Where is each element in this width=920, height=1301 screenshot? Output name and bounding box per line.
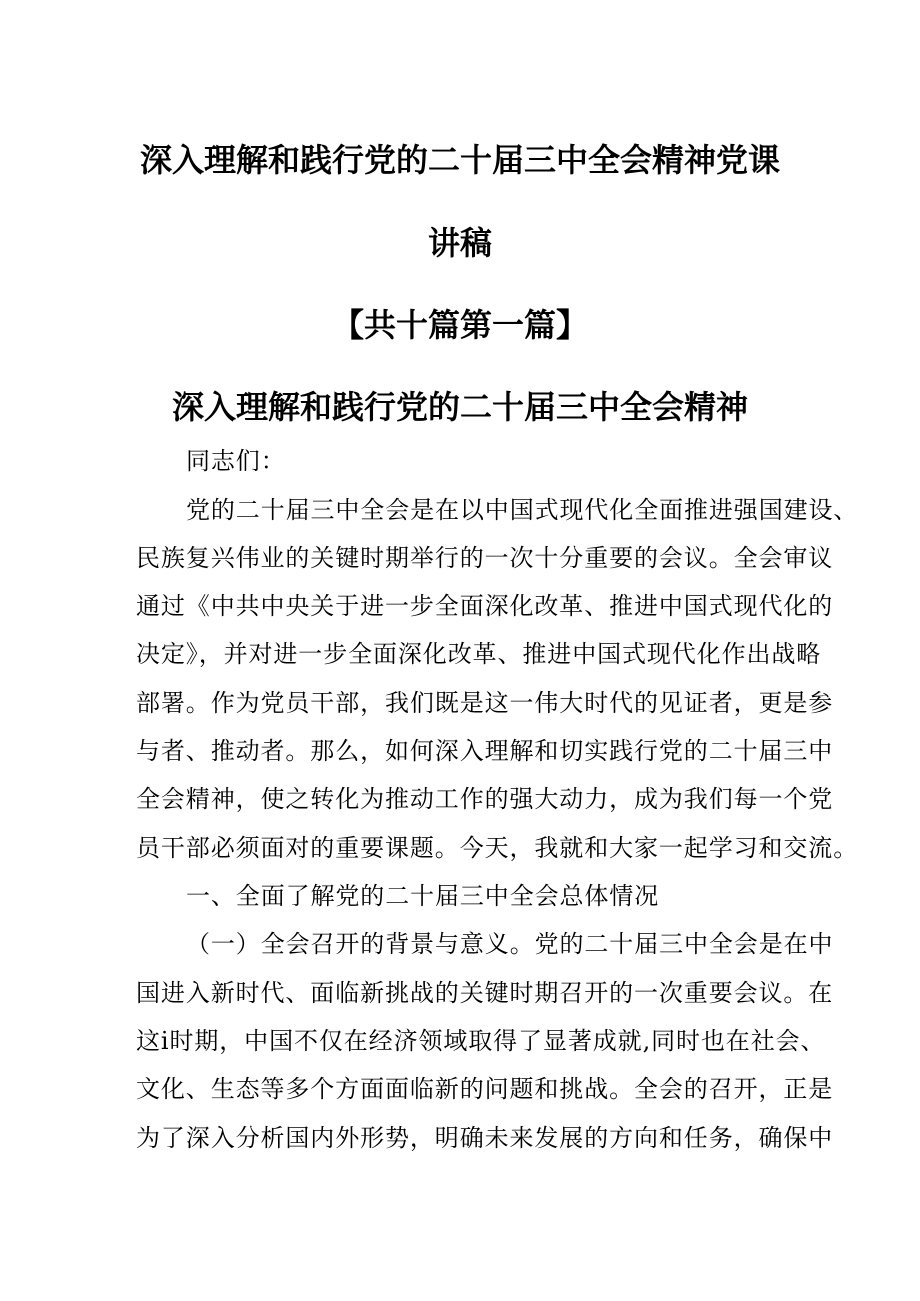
- section-heading: 一、全面了解党的二十届三中全会总体情况: [186, 882, 660, 910]
- body-line: 决定》，并对进一步全面深化改革、推进中国式现代化作出战略: [136, 640, 822, 668]
- document-title-line-2: 讲稿: [427, 224, 492, 262]
- body-line: 这i时期，中国不仅在经济领域取得了显著成就,同时也在社会、: [136, 1027, 826, 1055]
- body-line: 员干部必须面对的重要课题。今天，我就和大家一起学习和交流。: [136, 834, 859, 862]
- document-title-line-1: 深入理解和践行党的二十届三中全会精神党课: [139, 141, 780, 179]
- body-line: （一）全会召开的背景与意义。党的二十届三中全会是在中: [186, 930, 834, 958]
- body-line: 国进入新时代、面临新挑战的关键时期召开的一次重要会议。在: [136, 979, 834, 1007]
- body-line: 为了深入分析国内外形势，明确未来发展的方向和任务，确保中: [136, 1124, 834, 1152]
- body-line: 党的二十届三中全会是在以中国式现代化全面推进强国建设、: [186, 496, 859, 524]
- body-line: 与者、推动者。那么，如何深入理解和切实践行党的二十届三中: [136, 737, 834, 765]
- body-line: 同志们：: [186, 447, 286, 475]
- body-line: 通过《中共中央关于进一步全面深化改革、推进中国式现代化的: [136, 592, 834, 620]
- body-line: 部署。作为党员干部，我们既是这一伟大时代的见证者，更是参: [136, 689, 834, 717]
- body-line: 全会精神，使之转化为推动工作的强大动力，成为我们每一个党: [136, 785, 834, 813]
- series-label: 【共十篇第一篇】: [331, 306, 588, 344]
- article-title: 深入理解和践行党的二十届三中全会精神: [171, 388, 748, 426]
- body-line: 文化、生态等多个方面面临新的问题和挑战。全会的召开，正是: [136, 1075, 834, 1103]
- body-line: 民族复兴伟业的关键时期举行的一次十分重要的会议。全会审议: [136, 544, 834, 572]
